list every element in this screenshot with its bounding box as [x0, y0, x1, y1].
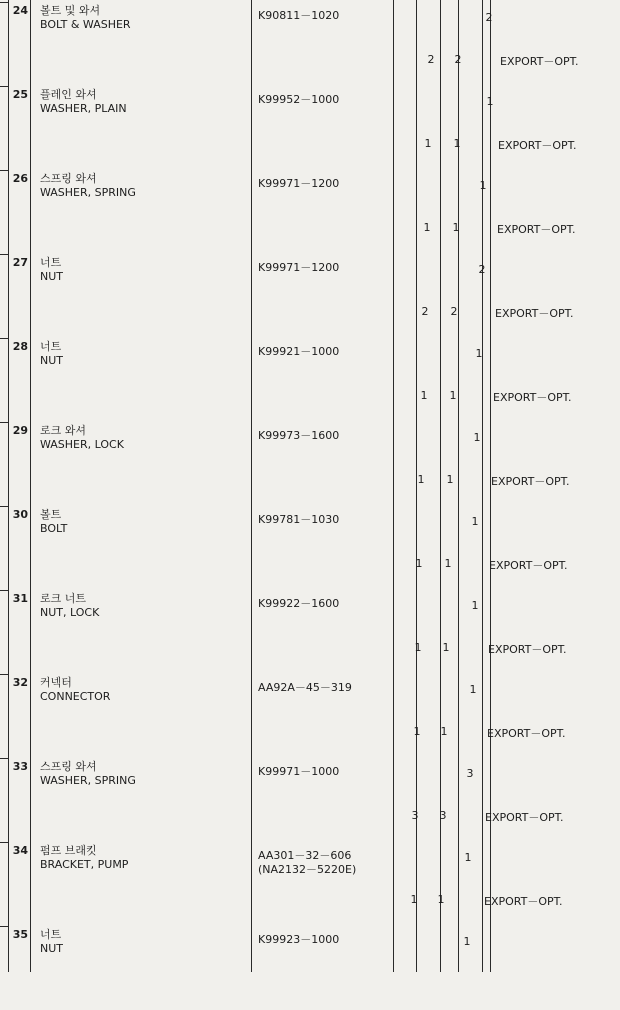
part-name-english: NUT, LOCK [40, 606, 100, 619]
quantity-main: 3 [466, 767, 474, 780]
part-name-english: WASHER, SPRING [40, 774, 136, 787]
quantity-export-a: 1 [420, 389, 428, 402]
quantity-main: 1 [473, 431, 481, 444]
row-rule [0, 674, 8, 675]
item-number: 25 [12, 88, 28, 101]
quantity-export-a: 3 [411, 809, 419, 822]
part-number: AA92A－45－319 [258, 681, 352, 694]
part-name-korean: 커넥터 [40, 676, 72, 689]
part-name-english: BRACKET, PUMP [40, 858, 129, 871]
export-remark: EXPORT－OPT. [497, 223, 576, 236]
quantity-export-a: 1 [415, 557, 423, 570]
table-row [0, 86, 620, 170]
item-number: 24 [12, 4, 28, 17]
part-name-english: BOLT & WASHER [40, 18, 131, 31]
quantity-export-b: 1 [446, 473, 454, 486]
row-rule [0, 758, 8, 759]
quantity-export-b: 3 [439, 809, 447, 822]
quantity-export-a: 2 [427, 53, 435, 66]
item-number: 32 [12, 676, 28, 689]
item-number: 30 [12, 508, 28, 521]
quantity-export-b: 1 [453, 137, 461, 150]
quantity-export-a: 1 [410, 893, 418, 906]
export-remark: EXPORT－OPT. [498, 139, 577, 152]
export-remark: EXPORT－OPT. [484, 895, 563, 908]
part-name-english: NUT [40, 942, 63, 955]
part-name-korean: 너트 [40, 256, 62, 269]
export-remark: EXPORT－OPT. [495, 307, 574, 320]
item-number: 29 [12, 424, 28, 437]
row-rule [0, 170, 8, 171]
part-number: K99971－1000 [258, 765, 340, 778]
quantity-export-b: 1 [444, 557, 452, 570]
row-rule [0, 86, 8, 87]
quantity-main: 1 [463, 935, 471, 948]
table-row [0, 338, 620, 422]
part-name-english: WASHER, PLAIN [40, 102, 127, 115]
table-row [0, 506, 620, 590]
part-number: K99952－1000 [258, 93, 340, 106]
row-rule [0, 506, 8, 507]
part-name-korean: 로크 너트 [40, 592, 87, 605]
part-number: K99971－1200 [258, 261, 340, 274]
export-remark: EXPORT－OPT. [488, 643, 567, 656]
part-number: AA301－32－606 [258, 849, 352, 862]
row-rule [0, 842, 8, 843]
part-name-korean: 너트 [40, 340, 62, 353]
quantity-export-b: 1 [452, 221, 460, 234]
part-number: K99971－1200 [258, 177, 340, 190]
item-number: 27 [12, 256, 28, 269]
part-number: K90811－1020 [258, 9, 340, 22]
row-rule [0, 338, 8, 339]
export-remark: EXPORT－OPT. [493, 391, 572, 404]
export-remark: EXPORT－OPT. [487, 727, 566, 740]
quantity-export-a: 1 [424, 137, 432, 150]
item-number: 28 [12, 340, 28, 353]
quantity-main: 1 [479, 179, 487, 192]
part-name-english: NUT [40, 354, 63, 367]
part-name-korean: 스프링 와셔 [40, 172, 97, 185]
part-number: K99922－1600 [258, 597, 340, 610]
part-name-korean: 스프링 와셔 [40, 760, 97, 773]
export-remark: EXPORT－OPT. [500, 55, 579, 68]
part-name-english: CONNECTOR [40, 690, 111, 703]
part-name-english: BOLT [40, 522, 68, 535]
quantity-main: 1 [475, 347, 483, 360]
table-row [0, 758, 620, 842]
export-remark: EXPORT－OPT. [489, 559, 568, 572]
part-number: K99781－1030 [258, 513, 340, 526]
quantity-export-a: 1 [423, 221, 431, 234]
quantity-main: 1 [469, 683, 477, 696]
row-rule [0, 590, 8, 591]
quantity-export-a: 1 [414, 641, 422, 654]
export-remark: EXPORT－OPT. [485, 811, 564, 824]
item-number: 33 [12, 760, 28, 773]
item-number: 26 [12, 172, 28, 185]
part-number: K99923－1000 [258, 933, 340, 946]
part-name-korean: 볼트 [40, 508, 62, 521]
quantity-main: 1 [471, 599, 479, 612]
part-name-english: NUT [40, 270, 63, 283]
quantity-export-a: 1 [413, 725, 421, 738]
export-remark: EXPORT－OPT. [491, 475, 570, 488]
quantity-export-b: 1 [440, 725, 448, 738]
part-number-alt: (NA2132－5220E) [258, 863, 357, 876]
quantity-export-b: 1 [437, 893, 445, 906]
quantity-main: 1 [471, 515, 479, 528]
part-number: K99973－1600 [258, 429, 340, 442]
table-row [0, 254, 620, 338]
quantity-export-a: 2 [421, 305, 429, 318]
row-rule [0, 926, 8, 927]
quantity-main: 2 [485, 11, 493, 24]
part-name-korean: 펌프 브래킷 [40, 844, 97, 857]
item-number: 34 [12, 844, 28, 857]
quantity-export-b: 1 [442, 641, 450, 654]
quantity-main: 1 [486, 95, 494, 108]
quantity-export-b: 2 [450, 305, 458, 318]
part-name-korean: 너트 [40, 928, 62, 941]
item-number: 31 [12, 592, 28, 605]
table-row [0, 2, 620, 86]
quantity-export-b: 1 [449, 389, 457, 402]
part-number: K99921－1000 [258, 345, 340, 358]
quantity-main: 2 [478, 263, 486, 276]
row-rule [0, 254, 8, 255]
table-row [0, 674, 620, 758]
quantity-main: 1 [464, 851, 472, 864]
item-number: 35 [12, 928, 28, 941]
table-row [0, 590, 620, 674]
quantity-export-b: 2 [454, 53, 462, 66]
quantity-export-a: 1 [417, 473, 425, 486]
part-name-english: WASHER, SPRING [40, 186, 136, 199]
part-name-korean: 플레인 와셔 [40, 88, 97, 101]
table-row [0, 842, 620, 926]
part-name-korean: 로크 와셔 [40, 424, 87, 437]
table-row [0, 926, 620, 1010]
table-row [0, 170, 620, 254]
table-row [0, 422, 620, 506]
part-name-korean: 볼트 및 와셔 [40, 4, 101, 17]
row-rule [0, 422, 8, 423]
row-rule [0, 2, 8, 3]
part-name-english: WASHER, LOCK [40, 438, 124, 451]
